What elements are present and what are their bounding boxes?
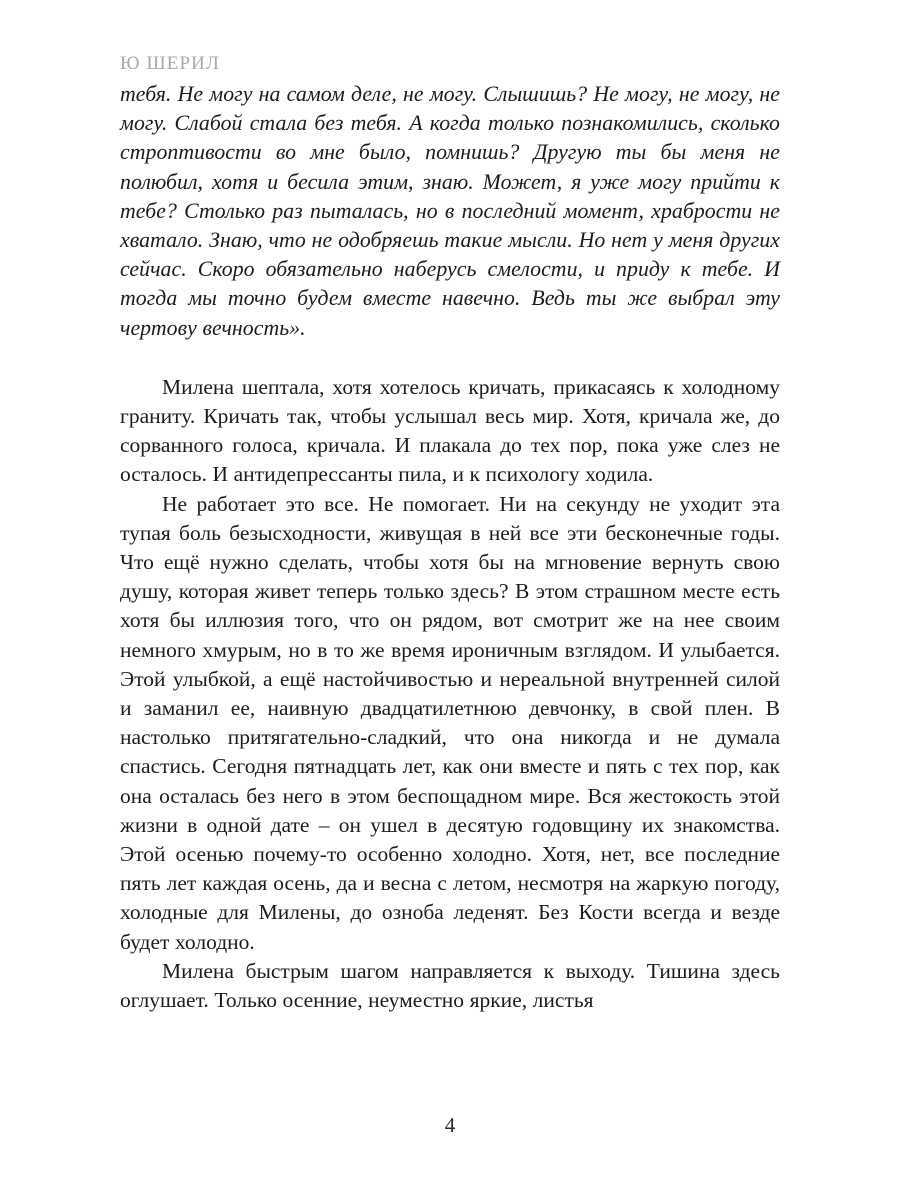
page-number: 4 [444,1113,456,1137]
section-gap [120,343,780,373]
body-paragraph-3: Милена быстрым шагом направляется к выходу. Тишина здесь оглушает. Только осенние, неуместно яркие, листья [120,958,780,1013]
running-head: Ю ШЕРИЛ [120,53,220,74]
text-column [120,80,780,1015]
body-paragraph-2: Не работает это все. Не помогает. Ни на секунду не уходит эта тупая боль безысходности, живущая в ней все эти бесконечные годы. Что ещё нужно сделать, чтобы хотя бы на мгновение вернуть свою душу, которая живет теперь только здесь? В этом страшном месте есть хотя бы иллюзия того, что он рядом, вот смотрит же на нее своим немного хмурым, но в то же время ироничным взглядом. И улыбается. Этой улыбкой, а ещё настойчивостью и нереальной внутренней силой и заманил ее, наивную двадцатилетнюю девчонку, в свой плен. В настолько притягательно-сладкий, что она никогда и не думала спастись. Сегодня пятнадцать лет, как они вместе и пять с тех пор, как она осталась без него в этом беспощадном мире. Вся жестокость этой жизни в одной дате – он ушел в десятую годовщину их знакомства. Этой осенью почему-то особенно холодно. Хотя, нет, все последние пять лет каждая осень, да и весна с летом, несмотря на жаркую погоду, холодные для Милены, до озноба леденят. Без Кости всегда и везде будет холодно. [120,491,780,954]
letter-excerpt-paragraph: тебя. Не могу на самом деле, не могу. Слышишь? Не могу, не могу, не могу. Слабой стала без тебя. А когда только познакомились, сколько строптивости во мне было, помнишь? Другую ты бы меня не полюбил, хотя и бесила этим, знаю. Может, я уже могу прийти к тебе? Столько раз пыталась, но в последний момент, храбрости не хватало. Знаю, что не одобряешь такие мысли. Но нет у меня других сейчас. Скоро обязательно наберусь смелости, и приду к тебе. И тогда мы точно будем вместе навечно. Ведь ты же выбрал эту чертову вечность». [120,82,780,340]
body-paragraph-1: Милена шептала, хотя хотелось кричать, прикасаясь к холодному граниту. Кричать так, чтобы услышал весь мир. Хотя, кричала же, до сорванного голоса, кричала. И плакала до тех пор, пока уже слез не осталось. И антидепрессанты пила, и к психологу ходила. [120,374,780,487]
